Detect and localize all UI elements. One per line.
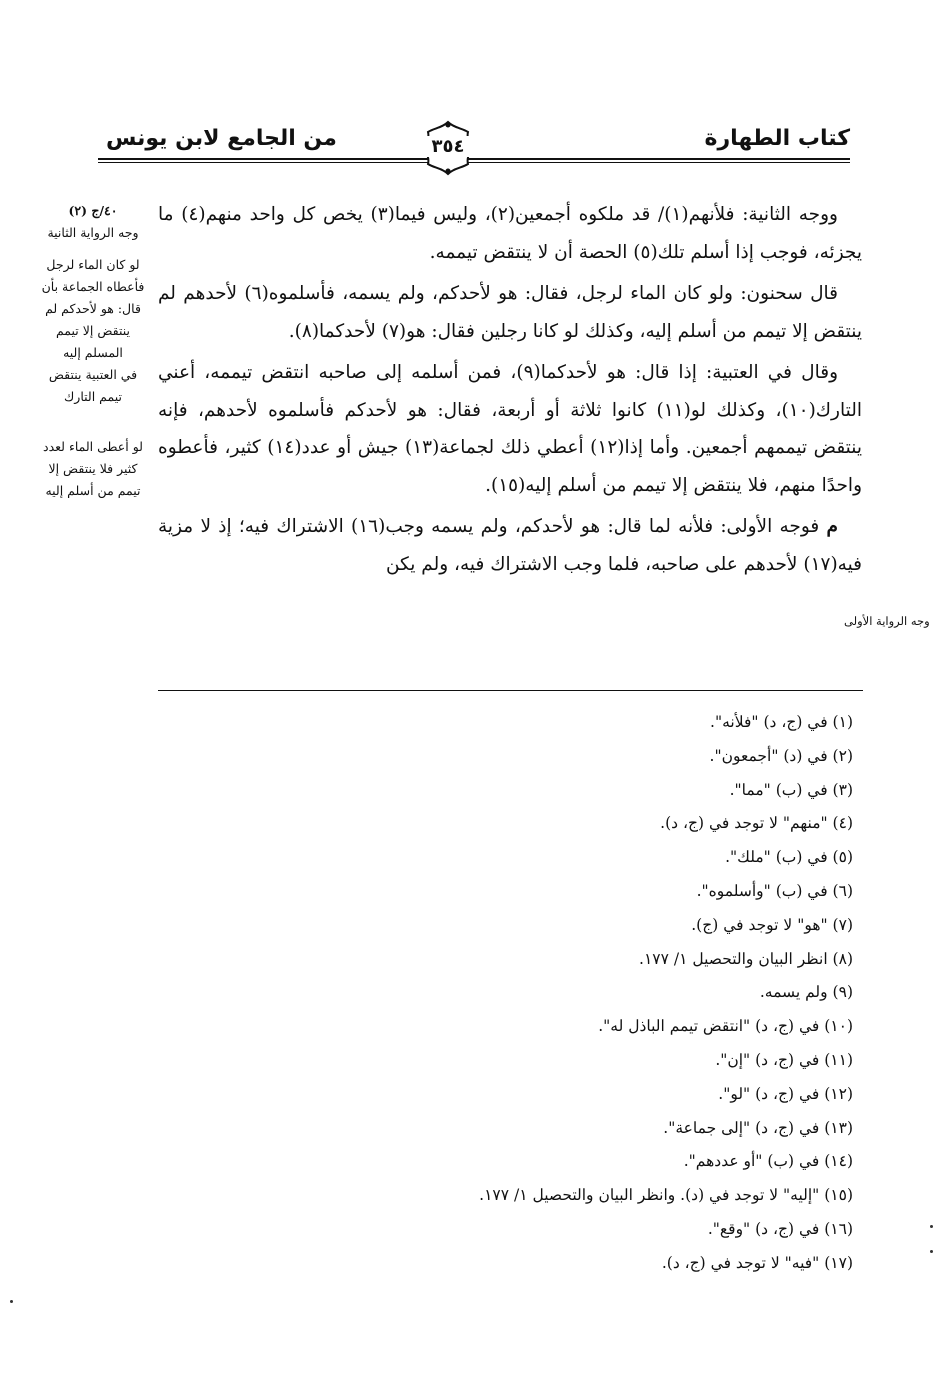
page-number: ٣٥٤ — [418, 136, 478, 157]
footnotes — [293, 706, 853, 1281]
footnote: (٩) ولم يسمه. — [759, 983, 853, 1002]
margin-notes — [38, 200, 148, 514]
footnote: (٦) في (ب) "وأسلموه". — [696, 881, 853, 900]
paragraph: ووجه الثانية: فلأنهم(١)/ قد ملكوه أجمعين(٢)، وليس فيما(٣) يخص كل واحد منهم(٤) ما يجزئه، فوجب إذا أسلم تلك(٥) الحصة أن لا ينتقض تيممه. — [158, 204, 862, 263]
footnote: (٧) "هو" لا توجد في (ج). — [691, 915, 853, 934]
margin-note: لو كان الماء لرجل فأعطاه الجماعة بأن قال: هو لأحدكم لم ينتقض إلا تيمم المسلم إليه — [41, 257, 145, 360]
book-title: كتاب الطهارة — [704, 126, 850, 151]
scan-speck — [10, 1300, 13, 1303]
page-number-ornament — [418, 118, 478, 178]
footnote: (١٣) في (ج، د) "إلى جماعة". — [663, 1118, 853, 1137]
paragraph: قال سحنون: ولو كان الماء لرجل، فقال: هو لأحدكم، ولم يسمه، فأسلموه(٦) لأحدهم لم ينتقض إلا تيمم من أسلم إليه، وكذلك لو كانا رجلين فقال: هو(٧) لأحدكما(٨). — [158, 283, 862, 342]
footnote: (١٥) "إليه" لا توجد في (د). وانظر البيان والتحصيل ١/ ١٧٧. — [479, 1186, 853, 1205]
section-mark: م — [826, 516, 838, 537]
page-header — [98, 118, 850, 180]
manuscript-ref: ٤٠/ج (٢) — [68, 203, 118, 218]
footnote: (٨) انظر البيان والتحصيل ١/ ١٧٧. — [639, 949, 853, 968]
paragraph — [158, 508, 862, 583]
main-text — [158, 196, 862, 587]
footnote: (١٤) في (ب) "أو عددهم". — [683, 1152, 853, 1171]
footnote: (٥) في (ب) "ملك". — [725, 848, 853, 867]
margin-note: في العتبية ينتقض تيمم التارك — [48, 367, 138, 404]
margin-note-right: وجه الرواية الأولى — [844, 614, 930, 628]
footnote: (١٦) في (ج، د) "وقع". — [707, 1219, 853, 1238]
margin-heading: وجه الرواية الثانية — [47, 225, 139, 240]
footnote: (١٢) في (ج، د) "لو". — [718, 1084, 853, 1103]
footnote: (٢) في (د) "أجمعون". — [709, 746, 853, 765]
footnote: (١٠) في (ج، د) "انتقض تيمم الباذل له". — [598, 1017, 853, 1036]
margin-note: لو أعطى الماء لعدد كثير فلا ينتقض إلا تيمم من أسلم إليه — [43, 439, 143, 498]
footnote: (١١) في (ج، د) "إن". — [715, 1050, 853, 1069]
footnote: (١٧) "فيه" لا توجد في (ج، د). — [661, 1253, 853, 1272]
scan-speck — [930, 1250, 933, 1253]
scan-speck — [930, 1225, 933, 1228]
paragraph-text: فوجه الأولى: فلأنه لما قال: هو لأحدكم، ولم يسمه وجب(١٦) الاشتراك فيه؛ إذ لا مزية فيه(١٧) لأحدهم على صاحبه، فلما وجب الاشتراك فيه، ولم يكن — [158, 516, 862, 575]
footnote: (٣) في (ب) "مما". — [729, 780, 853, 799]
paragraph: وقال في العتبية: إذا قال: هو لأحدكما(٩)، فمن أسلمه إلى صاحبه انتقض تيممه، أعني التارك(١٠)، وكذلك لو(١١) كانوا ثلاثة أو أربعة، فقال: هو لأحدكم فأسلموه لأحدهم، فإنه ينتقض تيممهم أجمعين. وأما إذا(١٢) أعطي ذلك لجماعة(١٣) جيش أو عدد(١٤) كثير، فأعطوه واحدًا منهم، فلا ينتقض إلا تيمم من أسلم إليه(١٥). — [158, 362, 862, 496]
source-title: من الجامع لابن يونس — [106, 126, 337, 151]
footnote-separator — [158, 690, 863, 691]
footnote: (٤) "منهم" لا توجد في (ج، د). — [660, 814, 853, 833]
footnote: (١) في (ج، د) "فلأنه". — [710, 713, 853, 731]
